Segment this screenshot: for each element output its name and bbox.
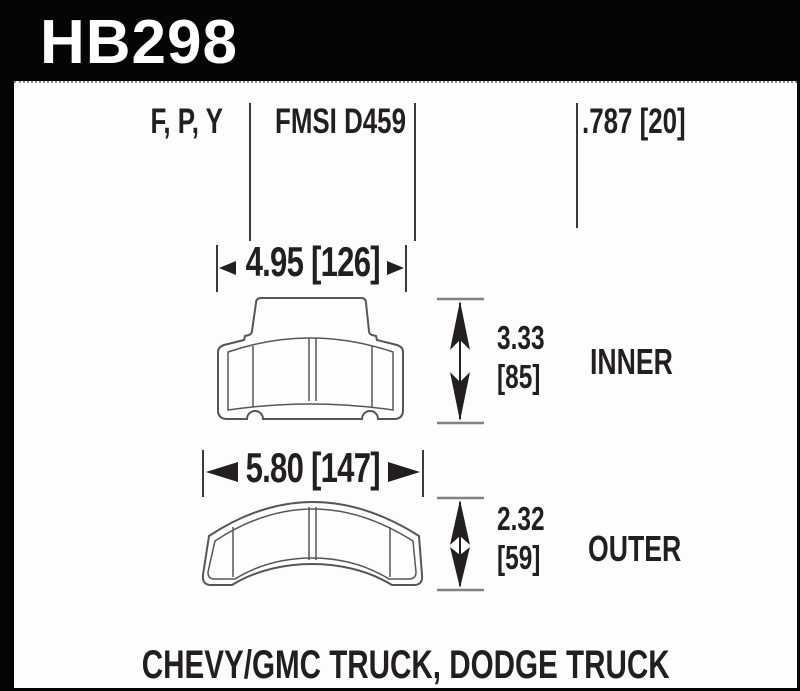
- outer-pad-outer-outline: [203, 502, 422, 585]
- vehicle-application: CHEVY/GMC TRUCK, DODGE TRUCK: [141, 643, 670, 687]
- outer-height-inches: 2.32: [497, 500, 545, 537]
- inner-pad-drawing: [218, 298, 403, 419]
- part-number-banner-text: HB298: [40, 8, 238, 77]
- compound-codes: F, P, Y: [150, 102, 223, 141]
- outer-height-dimension: [437, 498, 484, 590]
- outer-pad-label: OUTER: [588, 528, 682, 569]
- inner-height-dimension: [437, 299, 484, 423]
- inner-height-inches: 3.33: [497, 319, 545, 356]
- fmsi-number: FMSI D459: [275, 102, 406, 141]
- inner-pad-label: INNER: [590, 341, 673, 382]
- outer-pad-drawing: [203, 502, 422, 585]
- inner-pad-outer-outline: [218, 298, 403, 419]
- outer-width-value: 5.80 [147]: [245, 444, 380, 491]
- pad-thickness: .787 [20]: [582, 102, 686, 141]
- outer-height-mm: [59]: [497, 539, 541, 576]
- inner-height-mm: [85]: [497, 358, 541, 395]
- inner-width-value: 4.95 [126]: [245, 238, 381, 285]
